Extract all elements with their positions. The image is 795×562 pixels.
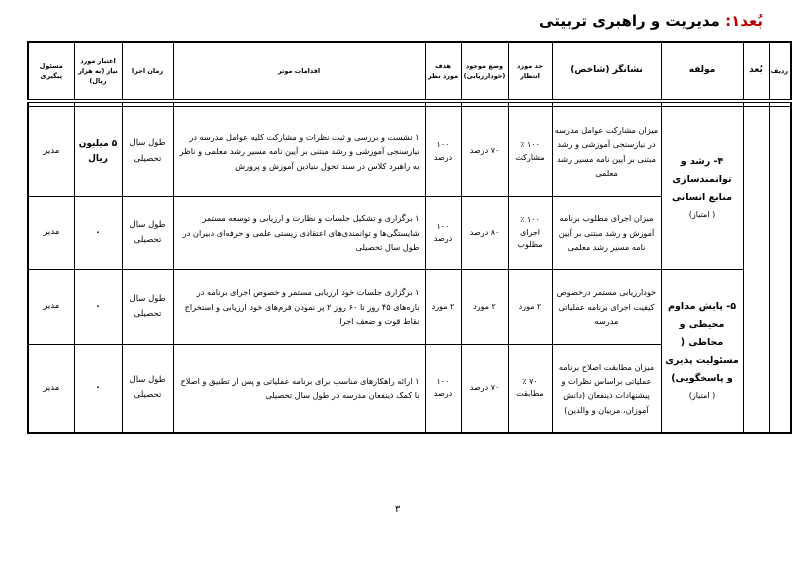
min-expected-cell: ۱۰۰ ٪ مشارکت: [508, 107, 552, 197]
header-responsible: مسئول پیگیری: [28, 42, 74, 101]
component-note: ( امتیاز): [688, 391, 716, 401]
component-cell: [661, 270, 743, 433]
target-cell: ۱۰۰ درصد: [425, 107, 461, 197]
action-cell: ۱ برگزاری و تشکیل جلسات و نظارت و ارزیابی و توسعه مستمر شایستگی‌ها و توانمندی‌های اعتقادی زیستی علمی و حرفه‌ای دبیران در طول سال تحصیلی: [173, 197, 425, 270]
action-cell: ۱ ارائه راهکارهای مناسب برای برنامه عملیاتی و پس از تطبیق و اصلاح با کمک ذینفعان مدرسه در طول سال تحصیلی: [173, 345, 425, 433]
current-cell: ۲ مورد: [461, 270, 508, 345]
credit-cell: ۰: [74, 197, 122, 270]
page-number: ۳: [394, 504, 401, 515]
page-heading: [539, 12, 763, 36]
target-cell: ۱۰۰ درصد: [425, 345, 461, 433]
heading-label: بُعد۱:: [725, 12, 763, 30]
header-indicator: نشانگر (شاخص): [552, 42, 661, 101]
header-credit: اعتبار مورد نیاز (به ‌هزار ریال): [74, 42, 122, 101]
time-cell: طول سال تحصیلی: [122, 197, 173, 270]
table-row: [28, 270, 791, 345]
responsible-cell: مدیر: [28, 345, 74, 433]
current-cell: ۸۰ درصد: [461, 197, 508, 270]
bod-cell: [743, 107, 769, 433]
credit-cell: ۵ میلیون ریال: [74, 107, 122, 197]
header-time: زمان اجرا: [122, 42, 173, 101]
action-cell: ۱ برگزاری جلسات خود ارزیابی مستمر و خصوص اجرای برنامه در بازه‌های ۴۵ روز تا ۶۰ روز ۲ پر نمودن فرم‌های خود ارزیابی و استخراج نقاط قوت و ضعف اجرا: [173, 270, 425, 345]
target-cell: ۱۰۰ درصد: [425, 197, 461, 270]
action-plan-table: [27, 41, 792, 434]
target-cell: ۲ مورد: [425, 270, 461, 345]
responsible-cell: مدیر: [28, 107, 74, 197]
credit-cell: ۰: [74, 345, 122, 433]
component-title: ۴- رشد و توانمندسازی منابع انسانی: [672, 156, 732, 204]
indicator-cell: میزان اجرای مطلوب برنامه آموزش و رشد مبتنی بر آیین نامه مسیر رشد معلمی: [552, 197, 661, 270]
responsible-cell: مدیر: [28, 197, 74, 270]
heading-text: مدیریت و راهبری تربیتی: [539, 12, 720, 30]
radif-cell: [769, 107, 791, 433]
component-note: ( امتیاز): [688, 210, 716, 220]
min-expected-cell: ۱۰۰ ٪ اجرای مطلوب: [508, 197, 552, 270]
header-component: مولفه: [661, 42, 743, 101]
header-current: وضع موجود (خودارزیابی): [461, 42, 508, 101]
header-radif: ردیف: [769, 42, 791, 101]
current-cell: ۷۰ درصد: [461, 345, 508, 433]
credit-cell: ۰: [74, 270, 122, 345]
component-cell: [661, 107, 743, 270]
indicator-cell: میزان مطابقت اصلاح برنامه عملیاتی براساس نظرات و پیشنهادات ذینفعان (دانش آموزان، مربیان و والدین): [552, 345, 661, 433]
time-cell: طول سال تحصیلی: [122, 345, 173, 433]
header-min-expected: حد مورد انتظار: [508, 42, 552, 101]
header-actions: اقدامات موثر: [173, 42, 425, 101]
indicator-cell: میزان مشارکت عوامل مدرسه در نیازسنجی آموزشی و رشد مبتنی بر آیین نامه مسیر رشد معلمی: [552, 107, 661, 197]
time-cell: طول سال تحصیلی: [122, 107, 173, 197]
component-title: ۵- پایش مداوم محیطی و محاطی ( مسئولیت پذیری و پاسخگویی): [665, 301, 739, 385]
responsible-cell: مدیر: [28, 270, 74, 345]
indicator-cell: خودارزیابی مستمر درخصوص کیفیت اجرای برنامه عملیاتی مدرسه: [552, 270, 661, 345]
header-bod: بُعد: [743, 42, 769, 101]
current-cell: ۷۰ درصد: [461, 107, 508, 197]
header-target: هدف مورد نظر: [425, 42, 461, 101]
action-cell: ۱ نشست و بررسی و ثبت نظرات و مشارکت کلیه عوامل مدرسه در نیازسنجی آموزشی و رشد مبتنی بر آیین نامه مسیر رشد معلمی و ناظر به راهبرد کلاس در سند تحول بنیادین آموزش و پرورش: [173, 107, 425, 197]
time-cell: طول سال تحصیلی: [122, 270, 173, 345]
min-expected-cell: ۷۰ ٪ مطابقت: [508, 345, 552, 433]
table-row: [28, 107, 791, 197]
min-expected-cell: ۲ مورد: [508, 270, 552, 345]
